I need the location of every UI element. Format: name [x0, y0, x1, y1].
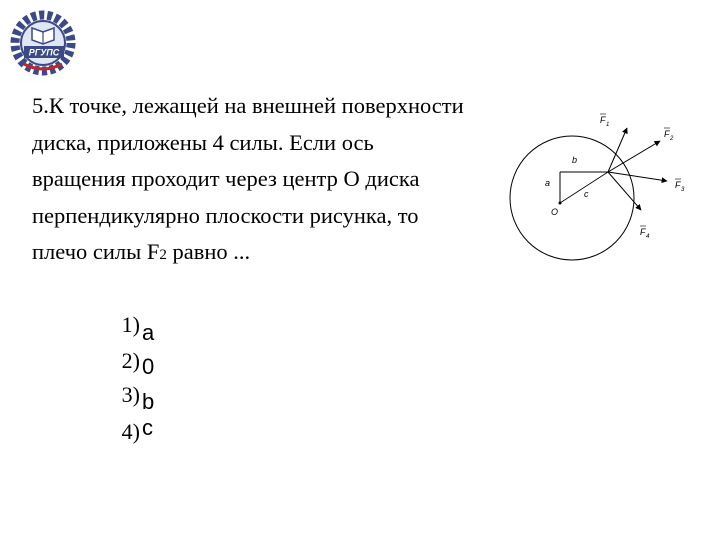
option-value: 0 [142, 354, 155, 379]
svg-text:F: F [600, 115, 606, 125]
label-c: c [584, 189, 589, 199]
answer-option-3[interactable] [106, 382, 246, 417]
option-value: b [142, 389, 155, 414]
question-main: 5.К точке, лежащей на внешней поверхности диска, приложены 4 силы. Если ось вращения проходит через центр О диска перпендикулярно плоскости рисунка, то плечо силы F [32, 93, 464, 264]
option-value: c [142, 415, 153, 440]
svg-text:F: F [664, 129, 670, 139]
logo-text: РГУПС [28, 47, 60, 58]
university-logo [6, 6, 80, 80]
answer-option-2[interactable] [106, 347, 246, 382]
force-arrow-f2 [608, 141, 660, 172]
svg-text:2: 2 [670, 136, 674, 142]
option-number: 3) [121, 382, 140, 407]
option-number: 4) [121, 419, 140, 444]
label-f2 [664, 128, 674, 142]
question-text [32, 88, 472, 274]
force-arrow-f3 [608, 172, 667, 181]
label-f4 [640, 226, 650, 240]
question-subscript: 2 [159, 247, 167, 263]
answer-option-4[interactable] [106, 417, 246, 452]
answer-options [106, 312, 246, 452]
label-o: O [551, 207, 559, 217]
force-arrow-f4 [608, 172, 641, 210]
option-number: 1) [121, 312, 140, 337]
label-f3 [675, 179, 685, 193]
question-tail: равно ... [166, 239, 251, 264]
force-diagram [500, 100, 700, 270]
label-a: a [545, 178, 551, 188]
option-number: 2) [121, 348, 140, 373]
svg-text:1: 1 [606, 122, 610, 128]
svg-text:F: F [675, 180, 681, 190]
label-b: b [572, 155, 578, 165]
label-f1 [600, 114, 609, 128]
svg-text:F: F [640, 227, 646, 237]
answer-option-1[interactable] [106, 312, 246, 347]
svg-text:4: 4 [646, 234, 650, 240]
svg-text:3: 3 [681, 187, 685, 193]
option-value: a [142, 320, 155, 345]
